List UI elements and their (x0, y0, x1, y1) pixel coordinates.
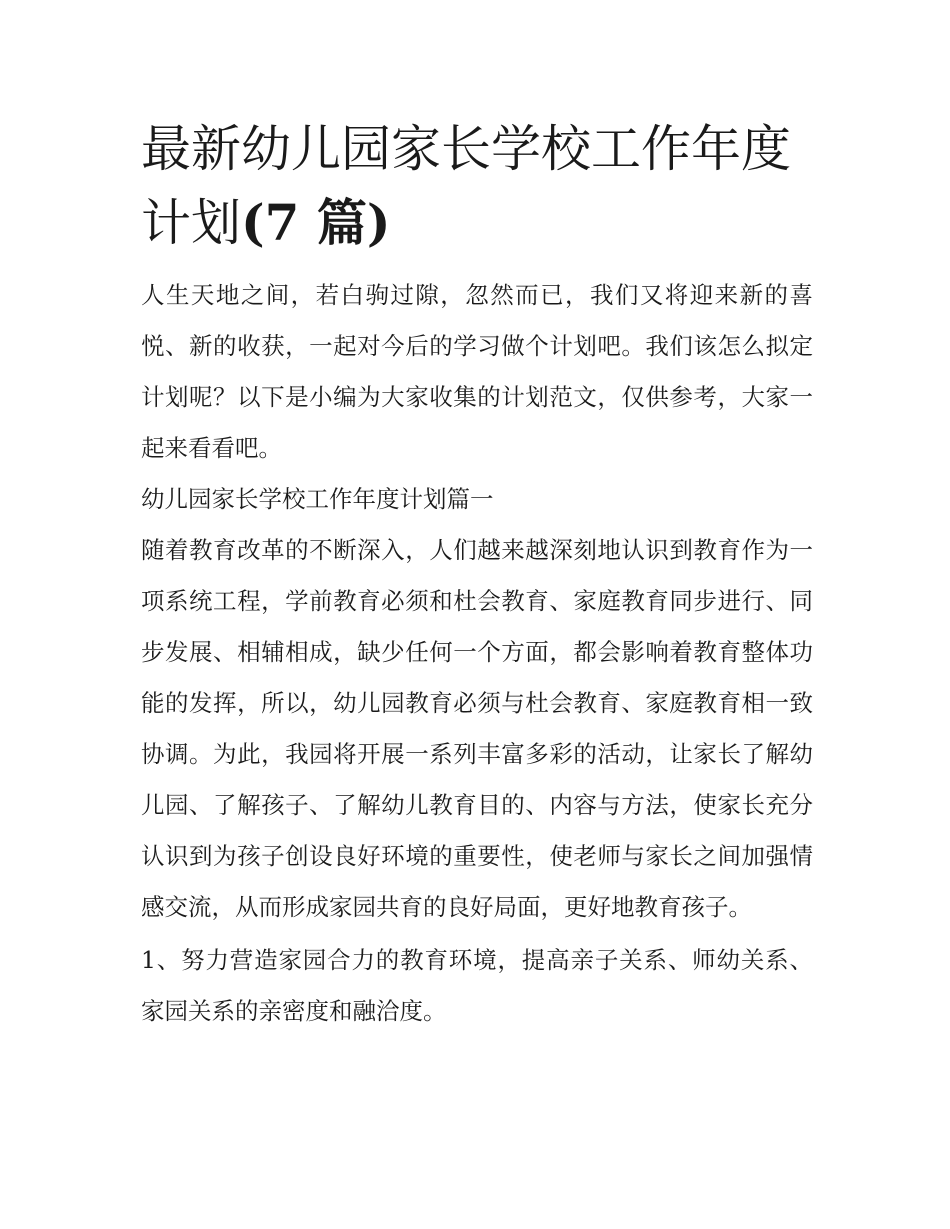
list-item-1: 1、努力营造家园合力的教育环境，提高亲子关系、师幼关系、家园关系的亲密度和融洽度。 (141, 946, 813, 1025)
document-title (141, 112, 813, 260)
section-heading: 幼儿园家长学校工作年度计划篇一 (141, 485, 494, 513)
title-line-1: 最新幼儿园家长学校工作年度 (141, 120, 791, 178)
document-content (141, 112, 813, 1037)
body-paragraph: 随着教育改革的不断深入，人们越来越深刻地认识到教育作为一项系统工程，学前教育必须和杜会教育、家庭教育同步进行、同步发展、相辅相成，缺少任何一个方面，都会影响着教育整体功能的发挥，所以，幼儿园教育必须与杜会教育、家庭教育相一致协调。为此，我园将开展一系列丰富多彩的活动，让家长了解幼儿园、了解孩子、了解幼儿教育目的、内容与方法，使家长充分认识到为孩子创设良好环境的重要性，使老师与家长之间加强情感交流，从而形成家园共育的良好局面，更好地教育孩子。 (141, 536, 813, 921)
title-line-2-suffix: (7 篇) (241, 193, 391, 252)
title-line-2-prefix: 计划 (141, 194, 241, 252)
intro-paragraph: 人生天地之间，若白驹过隙，忽然而已，我们又将迎来新的喜悦、新的收获，一起对今后的学习做个计划吧。我们该怎么拟定计划呢？以下是小编为大家收集的计划范文，仅供参考，大家一起来看看吧。 (141, 281, 813, 462)
